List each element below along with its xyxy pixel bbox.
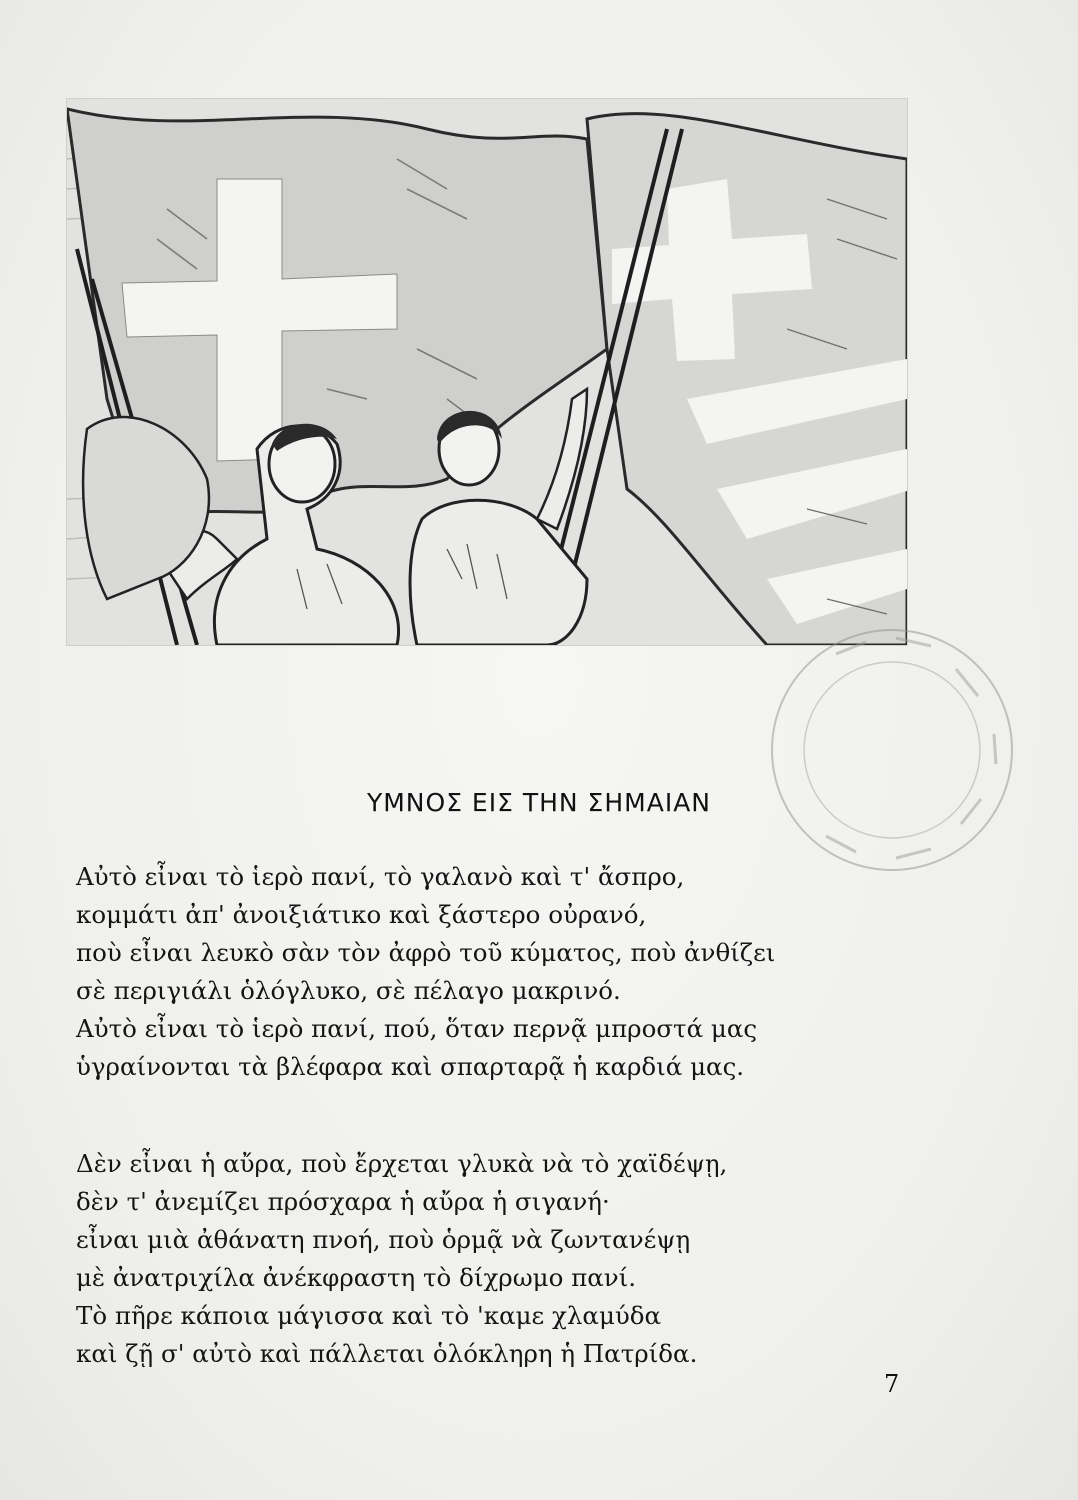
flag-bearers-illustration [66, 98, 908, 646]
poem-line: Αὐτὸ εἶναι τὸ ἱερὸ πανί, τὸ γαλανὸ καὶ τ' ἄσπρο, [76, 862, 685, 891]
poem-line: καὶ ζῇ σ' αὐτὸ καὶ πάλλεται ὁλόκληρη ἡ Πατρίδα. [76, 1339, 698, 1368]
poem-line: εἶναι μιὰ ἀθάνατη πνοή, ποὺ ὁρμᾷ νὰ ζωντανέψῃ [76, 1225, 691, 1254]
poem-stanza-2 [76, 1145, 727, 1373]
poem-line: κομμάτι ἀπ' ἀνοιξιάτικο καὶ ξάστερο οὐρανό, [76, 900, 647, 929]
woodcut-image [67, 99, 907, 645]
poem-line: Αὐτὸ εἶναι τὸ ἱερὸ πανί, πού, ὅταν περνᾷ μπροστά μας [76, 1014, 758, 1043]
stamp-seal-icon [756, 614, 1028, 886]
poem-line: Δὲν εἶναι ἡ αὔρα, ποὺ ἔρχεται γλυκὰ νὰ τὸ χαϊδέψῃ, [76, 1149, 728, 1178]
poem-line: σὲ περιγιάλι ὁλόγλυκο, σὲ πέλαγο μακρινό. [76, 976, 621, 1005]
poem-line: μὲ ἀνατριχίλα ἀνέκφραστη τὸ δίχρωμο πανί. [76, 1263, 637, 1292]
poem-line: Τὸ πῆρε κάποια μάγισσα καὶ τὸ 'καμε χλαμύδα [76, 1301, 662, 1330]
poem-line: δὲν τ' ἀνεμίζει πρόσχαρα ἡ αὔρα ἡ σιγανή· [76, 1187, 610, 1216]
page-number: 7 [884, 1370, 900, 1398]
poem-title: ΥΜΝΟΣ ΕΙΣ ΤΗΝ ΣΗΜΑΙΑΝ [366, 788, 712, 817]
poem-line: ὑγραίνονται τὰ βλέφαρα καὶ σπαρταρᾷ ἡ καρδιά μας. [76, 1052, 745, 1081]
library-stamp [756, 614, 1028, 886]
poem-line: ποὺ εἶναι λευκὸ σὰν τὸν ἀφρὸ τοῦ κύματος, ποὺ ἀνθίζει [76, 938, 776, 967]
poem-stanza-1 [76, 858, 775, 1086]
